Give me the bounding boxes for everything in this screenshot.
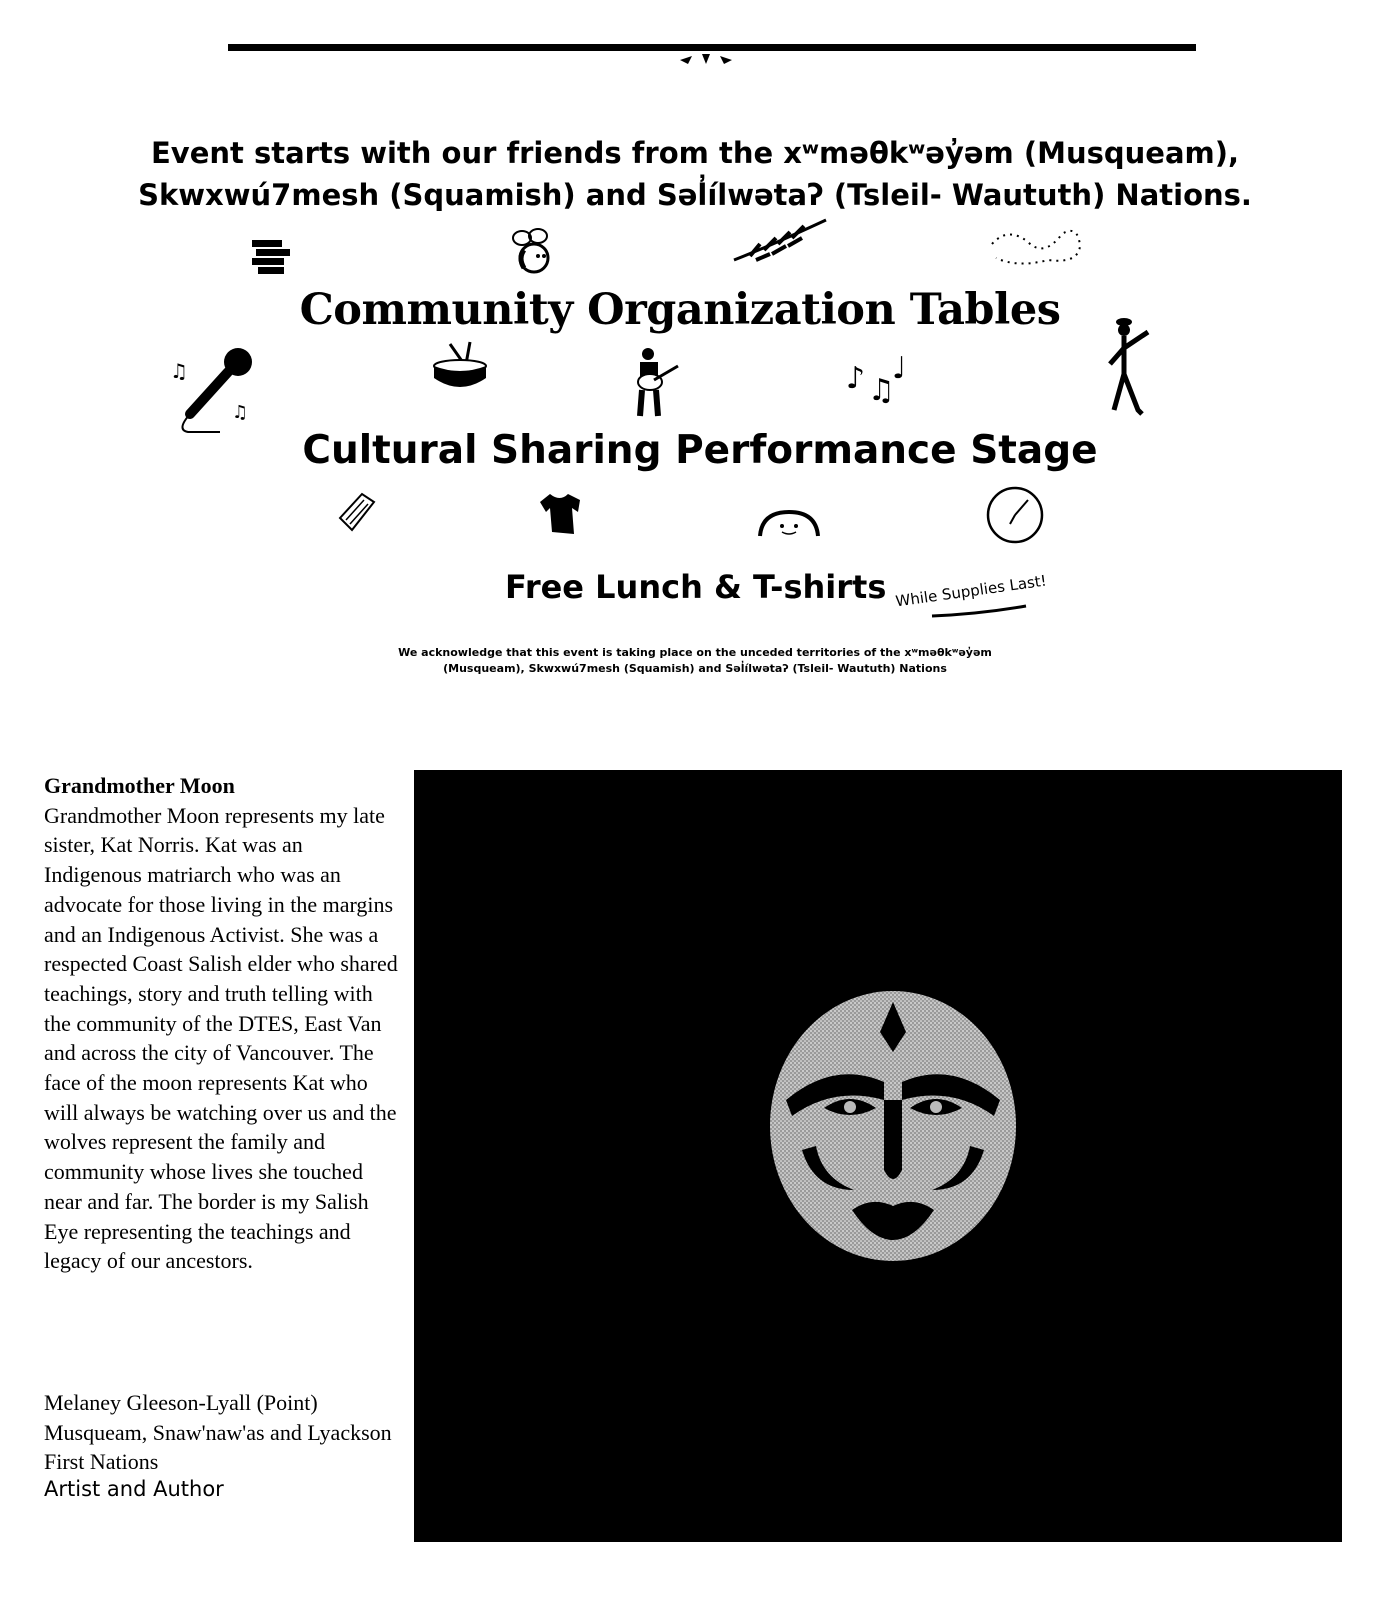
performance-stage-heading: Cultural Sharing Performance Stage (302, 428, 1098, 473)
guitar-player-icon (628, 346, 680, 420)
svg-text:♫: ♫ (868, 373, 895, 408)
top-rule (228, 44, 1196, 51)
headline-line-1: Event starts with our friends from the xʷməθkʷəy̓əm (Musqueam), (151, 136, 1239, 170)
story-body: Grandmother Moon represents my late sister, Kat Norris. Kat was an Indigenous matriarch who was an advocate for those living in the margins and an Indigenous Activist. She was a respected Coast Salish elder who shared teachings, story and truth telling with the community of the DTES, East Van and across the city of Vancouver. The face of the moon represents Kat who will always be watching over us and the wolves represent the family and community whose lives she touched near and far. The border is my Salish Eye representing the teachings and legacy of our ancestors. (44, 802, 398, 1274)
headline-line-2: Skwxwú7mesh (Squamish) and Səl̓ílwətaʔ (Tsleil- Waututh) Nations. (138, 178, 1252, 212)
artist-nations: Musqueam, Snaw'naw'as and Lyackson First Nations (44, 1419, 392, 1475)
artist-name: Melaney Gleeson-Lyall (Point) (44, 1390, 318, 1415)
books-icon (250, 236, 292, 280)
svg-text:♫: ♫ (170, 359, 188, 383)
acknowledgement-line-1: We acknowledge that this event is taking place on the unceded territories of the xʷməθkʷəy̓əm (398, 646, 992, 659)
organization-tables-heading: Community Organization Tables (299, 285, 1061, 335)
ornament-icon (676, 52, 736, 66)
svg-text:♪: ♪ (846, 361, 866, 396)
pencil-paper-icon (336, 488, 380, 536)
land-acknowledgement (300, 645, 1090, 677)
free-lunch-label: Free Lunch & T-shirts (505, 568, 887, 606)
moon-face-art (414, 770, 1342, 1542)
artist-role: Artist and Author (44, 1477, 224, 1501)
moon-face-artwork (414, 770, 1342, 1542)
tshirt-icon (536, 490, 582, 536)
dancer-icon (1104, 314, 1154, 424)
acknowledgement-line-2: (Musqueam), Skwxwú7mesh (Squamish) and Səl̓ílwətaʔ (Tsleil- Waututh) Nations (443, 662, 947, 675)
smile-face-icon (756, 508, 822, 538)
artist-credit (44, 1388, 404, 1477)
sage-bundle-icon (730, 216, 830, 266)
clock-icon (984, 484, 1046, 546)
supplies-note: While Supplies Last! (894, 571, 1048, 611)
underline-swoosh-icon (930, 604, 1030, 620)
sparkle-swirl-icon (988, 224, 1084, 270)
svg-text:♩: ♩ (892, 351, 907, 386)
event-headline (120, 132, 1270, 216)
drum-icon (430, 340, 490, 392)
svg-text:♫: ♫ (232, 402, 249, 423)
story-title: Grandmother Moon (44, 773, 235, 798)
story-block (44, 771, 404, 1276)
bee-icon (508, 226, 556, 278)
music-notes-icon (846, 348, 920, 408)
microphone-icon (168, 338, 268, 438)
